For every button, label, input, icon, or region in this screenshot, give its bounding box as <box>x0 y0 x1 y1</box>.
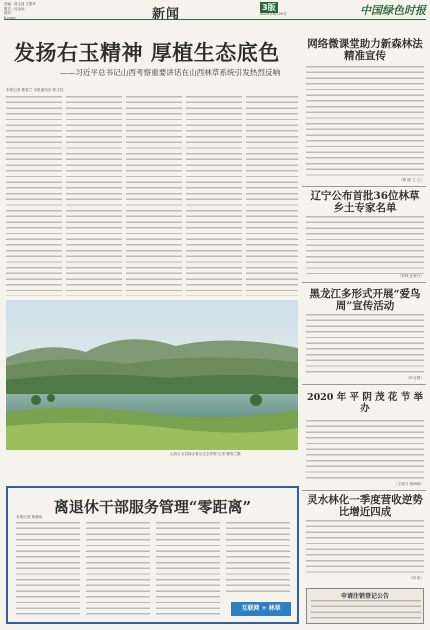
lead-body-column-2 <box>66 96 122 296</box>
feature-body-column-3 <box>156 522 220 618</box>
page-number: 3版 <box>262 3 276 12</box>
story4-sign: （王明义 杨海涛） <box>394 482 424 486</box>
header-meta <box>4 2 36 20</box>
meta-line: 校对： <box>4 11 15 16</box>
story3-headline: 黑龙江多形式开展“爱鸟周”宣传活动 <box>309 288 421 313</box>
story2-sign: （李林 汪家兴） <box>397 274 424 278</box>
story2-headline: 辽宁公布首批36位林草乡土专家名单 <box>310 190 420 215</box>
notice-box <box>306 588 424 624</box>
internet-forestry-badge: 互联网 + 林草 <box>231 602 291 616</box>
story5-headline: 灵水林化一季度营收逆势比增近四成 <box>307 494 423 519</box>
story2-body <box>306 216 424 274</box>
lead-body-column-5 <box>246 96 298 296</box>
story4-headline: 2020 年 平 阴 茂 花 节 举 办 <box>306 392 424 415</box>
story1-body <box>306 66 424 178</box>
feature-headline: 离退休干部服务管理“零距离” <box>53 498 252 516</box>
story1-headline: 网络微课堂助力新森林法精准宣传 <box>307 38 423 63</box>
story3-body <box>306 314 424 376</box>
masthead-logo: 中国绿色时报 <box>360 4 426 17</box>
column-divider <box>302 384 426 385</box>
issue-date: 2025年6月20日 <box>260 12 287 16</box>
meta-line: 版式：付金仙 <box>4 6 25 11</box>
lead-body-column-3 <box>126 96 182 296</box>
notice-body <box>311 600 421 622</box>
story4-body <box>306 420 424 482</box>
story3-sign: （叶正国） <box>406 376 424 380</box>
notice-title: 申请注销登记公告 <box>340 593 389 600</box>
page-header <box>4 0 426 20</box>
lead-byline: 本报记者 曹春兰 本报通讯员 郭文柱 <box>6 88 64 92</box>
column-divider <box>302 186 426 187</box>
column-divider <box>302 490 426 491</box>
feature-body-column-2 <box>86 522 150 618</box>
feature-byline: 本报记者 黄静伟 <box>16 515 43 519</box>
lead-body-column-1 <box>6 96 62 296</box>
section-name: 新闻 <box>152 7 181 22</box>
feature-body-column-4 <box>226 522 290 596</box>
story5-sign: （刘 伟） <box>408 576 424 580</box>
meta-line: E-mail: <box>4 15 16 20</box>
lead-photo <box>6 300 298 450</box>
landscape-image <box>6 300 298 450</box>
story5-body <box>306 520 424 576</box>
column-divider <box>302 282 426 283</box>
lead-body-column-4 <box>186 96 242 296</box>
photo-caption: 山西右玉县绿水青山生态景观 记者 曹春兰摄 <box>170 452 241 456</box>
meta-line: 责编：周玉清 王燕华 <box>4 2 36 6</box>
feature-box <box>6 486 299 624</box>
lead-headline: 发扬右玉精神 厚植生态底色 <box>14 40 280 65</box>
story1-sign: （陈 刚 王 立） <box>399 178 424 182</box>
lead-subheadline: ——习近平总书记山西考察重要讲话在山西林草系统引发热烈反响 <box>60 68 281 77</box>
feature-body-column-1 <box>16 522 80 618</box>
